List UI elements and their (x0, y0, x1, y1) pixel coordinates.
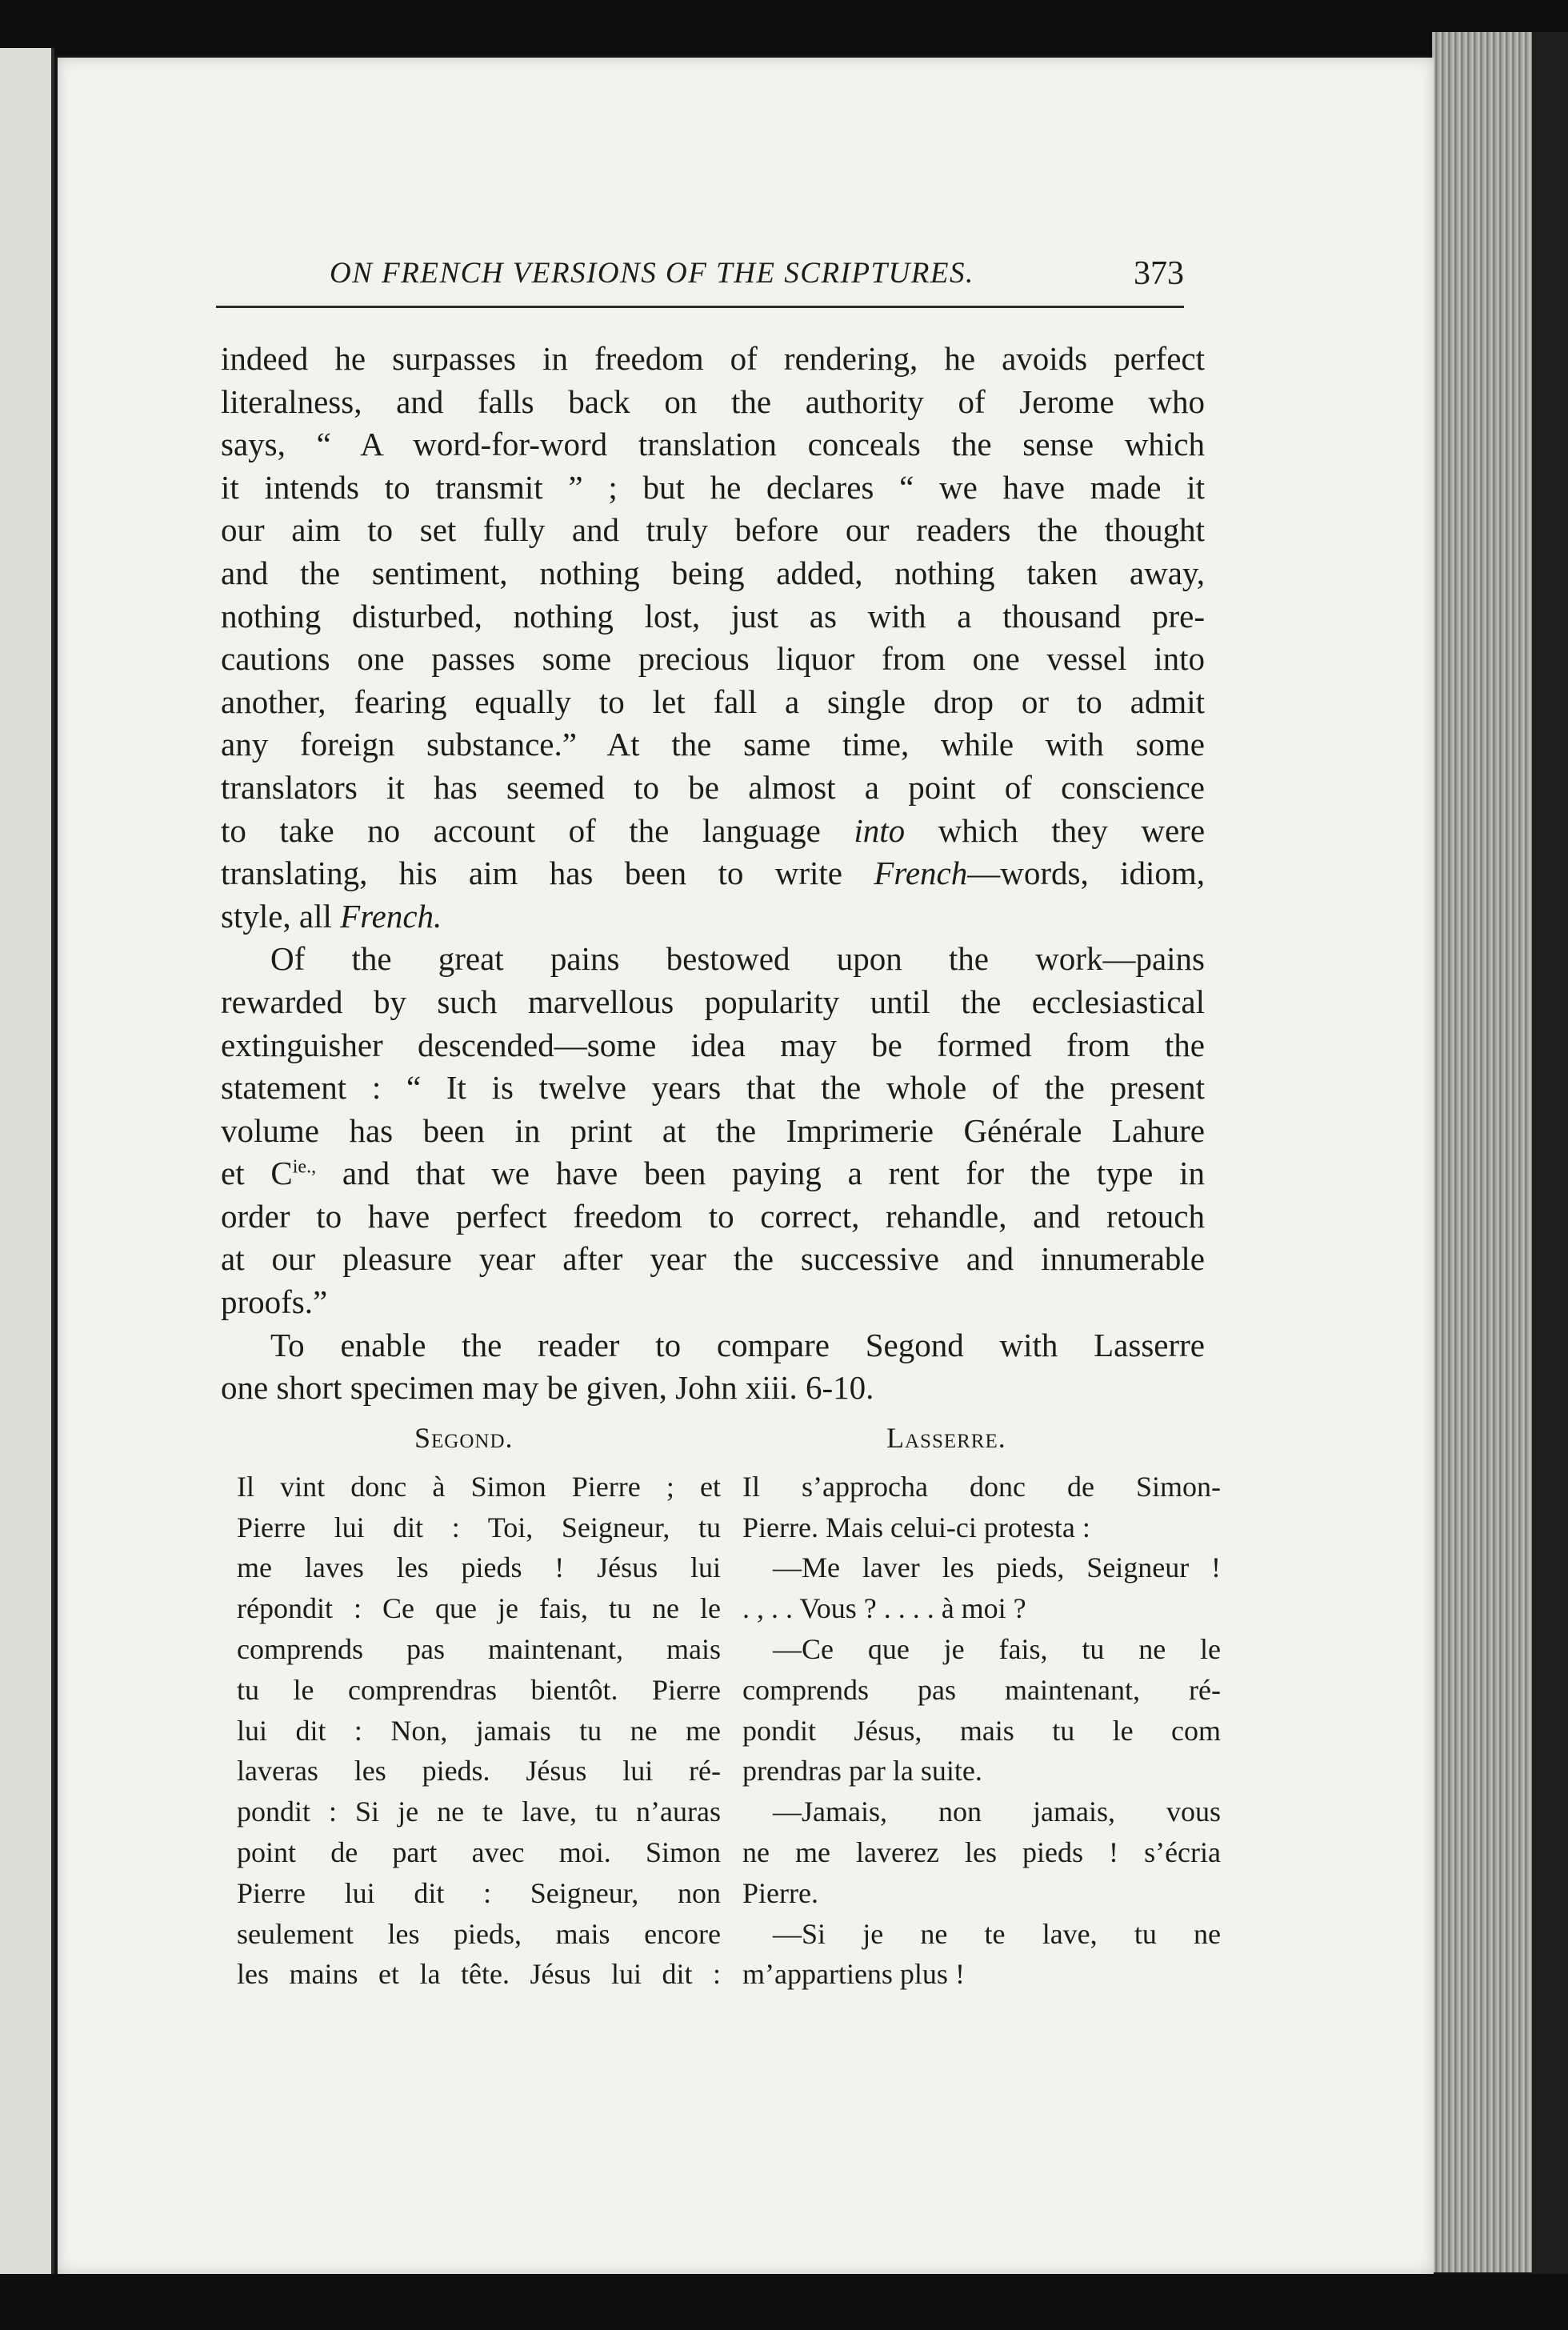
italic-word: into (854, 811, 906, 849)
column-line: laveras les pieds. Jésus lui ré- (237, 1755, 721, 1788)
column-line: seulement les pieds, mais encore (237, 1917, 721, 1950)
text-segment: style, all (221, 897, 332, 935)
header-rule (216, 306, 1184, 308)
column-line: Pierre lui dit : Toi, Seigneur, tu (237, 1511, 721, 1543)
column-line: . , . . Vous ? . . . . à moi ? (742, 1592, 1026, 1625)
text-line: volume has been in print at the Imprimerie Générale Lahure (221, 1111, 1205, 1149)
column-line: me laves les pieds ! Jésus lui (237, 1551, 721, 1584)
column-line: —Ce que je fais, tu ne le (773, 1632, 1221, 1665)
superscript: ie., (292, 1156, 317, 1178)
text-line: Of the great pains bestowed upon the work—pains (270, 940, 1205, 978)
text-segment: which they were (938, 811, 1206, 849)
column-line: Il s’approcha donc de Simon- (742, 1470, 1221, 1503)
column-line: Pierre. Mais celui-ci protesta : (742, 1511, 1090, 1543)
text-line: one short specimen may be given, John xiii. 6-10. (221, 1369, 874, 1407)
text-segment: translating, his aim has been to write (221, 855, 842, 892)
text-line: at our pleasure year after year the successive and innumerable (221, 1240, 1205, 1278)
scan-bottom-margin (0, 2274, 1568, 2330)
text-line: another, fearing equally to let fall a single drop or to admit (221, 683, 1205, 720)
column-line: pondit : Si je ne te lave, tu n’auras (237, 1796, 721, 1828)
text-line: indeed he surpasses in freedom of rendering, he avoids perfect (221, 340, 1205, 377)
column-line: m’appartiens plus ! (742, 1958, 965, 1991)
text-segment: —words, idiom, (967, 855, 1206, 892)
column-line: —Jamais, non jamais, vous (773, 1796, 1221, 1828)
scan-top-margin (0, 0, 1568, 56)
facing-page-edge (0, 48, 54, 2280)
italic-word: French. (340, 897, 442, 935)
text-segment: et C (221, 1155, 293, 1192)
column-line: lui dit : Non, jamais tu ne me (237, 1714, 721, 1747)
running-head (216, 250, 1184, 298)
column-line: Il vint donc à Simon Pierre ; et (237, 1470, 721, 1503)
text-segment: and that we have been paying a rent for the type in (316, 1155, 1205, 1192)
column-line: point de part avec moi. Simon (237, 1836, 721, 1868)
column-line: —Me laver les pieds, Seigneur ! (773, 1551, 1221, 1584)
text-line: literalness, and falls back on the authority of Jerome who (221, 382, 1205, 420)
text-segment: to take no account of the language (221, 811, 821, 849)
text-line: any foreign substance.” At the same time, while with some (221, 726, 1205, 763)
text-line: order to have perfect freedom to correct, rehandle, and retouch (221, 1197, 1205, 1235)
text-line: it intends to transmit ” ; but he declares “ we have made it (221, 468, 1205, 506)
column-line: —Si je ne te lave, tu ne (773, 1917, 1221, 1950)
column-line: comprends pas maintenant, mais (237, 1632, 721, 1665)
text-line (221, 1152, 1205, 1195)
column-line: ne me laverez les pieds ! s’écria (742, 1836, 1221, 1868)
text-line (221, 852, 1205, 895)
column-heading: Segond. (414, 1422, 514, 1454)
column-line: Pierre. (742, 1876, 818, 1909)
text-line: extinguisher descended—some idea may be formed from the (221, 1026, 1205, 1063)
text-line: and the sentiment, nothing being added, nothing taken away, (221, 554, 1205, 591)
segond-column (237, 1418, 721, 1995)
book-page-edges (1432, 32, 1532, 2272)
lasserre-column (742, 1418, 1221, 1995)
text-line: translators it has seemed to be almost a point of conscience (221, 768, 1205, 806)
column-line: Pierre lui dit : Seigneur, non (237, 1876, 721, 1909)
text-line: says, “ A word-for-word translation conceals the sense which (221, 426, 1205, 463)
italic-word: French (874, 855, 968, 892)
text-line: our aim to set fully and truly before our readers the thought (221, 511, 1205, 549)
column-line: comprends pas maintenant, ré- (742, 1673, 1221, 1706)
column-line: tu le comprendras bientôt. Pierre (237, 1673, 721, 1706)
text-line: nothing disturbed, nothing lost, just as with a thousand pre- (221, 597, 1205, 635)
column-line: prendras par la suite. (742, 1755, 982, 1788)
text-line: rewarded by such marvellous popularity until the ecclesiastical (221, 983, 1205, 1020)
column-line: les mains et la tête. Jésus lui dit : (237, 1958, 721, 1991)
text-line (221, 810, 1205, 853)
book-binding-edge (1532, 32, 1568, 2304)
column-heading: Lasserre. (886, 1422, 1006, 1454)
body-text (221, 338, 1205, 1410)
column-line: pondit Jésus, mais tu le com (742, 1714, 1221, 1747)
column-line: répondit : Ce que je fais, tu ne le (237, 1592, 721, 1625)
running-title: ON FRENCH VERSIONS OF THE SCRIPTURES. (330, 257, 974, 290)
text-line: cautions one passes some precious liquor from one vessel into (221, 640, 1205, 678)
text-line: statement : “ It is twelve years that the whole of the present (221, 1069, 1205, 1107)
text-line: proofs.” (221, 1283, 328, 1321)
page-number: 373 (1134, 255, 1184, 292)
text-line (221, 895, 1205, 939)
text-line: To enable the reader to compare Segond with Lasserre (270, 1326, 1205, 1363)
